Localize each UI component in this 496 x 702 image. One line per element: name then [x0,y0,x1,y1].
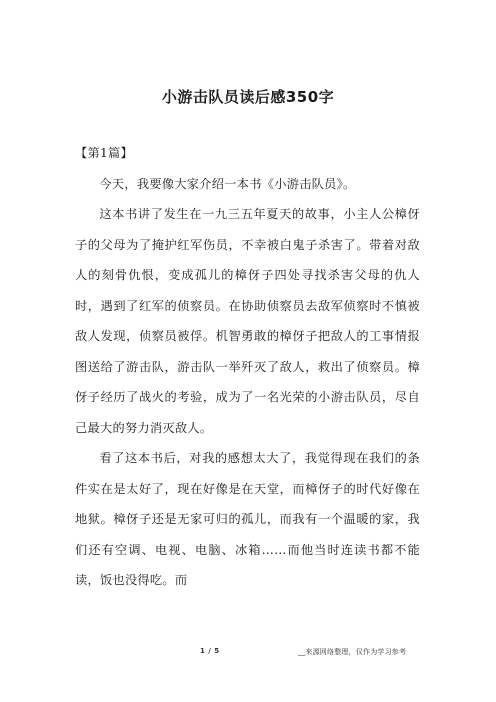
document-body [75,138,420,596]
paragraph-story: 这本书讲了发生在一九三五年夏天的故事，小主人公樟伢子的父母为了掩护红军伤员，不幸被白鬼子杀害了。带着对敌人的刻骨仇恨，变成孤儿的樟伢子四处寻找杀害父母的仇人时，遇到了红军的侦察员。在协助侦察员去敌军侦察时不慎被敌人发现，侦察员被俘。机智勇敢的樟伢子把敌人的工事情报图送给了游击队，游击队一举歼灭了敌人，救出了侦察员。樟伢子经历了战火的考验，成为了一名光荣的小游击队员，尽自己最大的努力消灭敌人。 [75,207,420,435]
paragraph-intro: 今天，我要像大家介绍一本书《小游击队员》。 [99,176,356,191]
page-footer [0,647,496,661]
source-note: __来源网络整理，仅作为学习参考 [298,648,407,656]
paragraph-reflection: 看了这本书后，对我的感想太大了，我觉得现在我们的条件实在是太好了，现在好像是在天堂，而樟伢子的时代好像在地狱。樟伢子还是无家可归的孤儿，而我有一个温暖的家，我们还有空调、电视、电脑、冰箱……而他当时连读书都不能读，饭也没得吃。而 [75,451,420,587]
document-title: 小游击队员读后感350字 [161,88,335,106]
section-label: 【第1篇】 [75,146,134,160]
page-number: 1 / 5 [200,647,220,655]
